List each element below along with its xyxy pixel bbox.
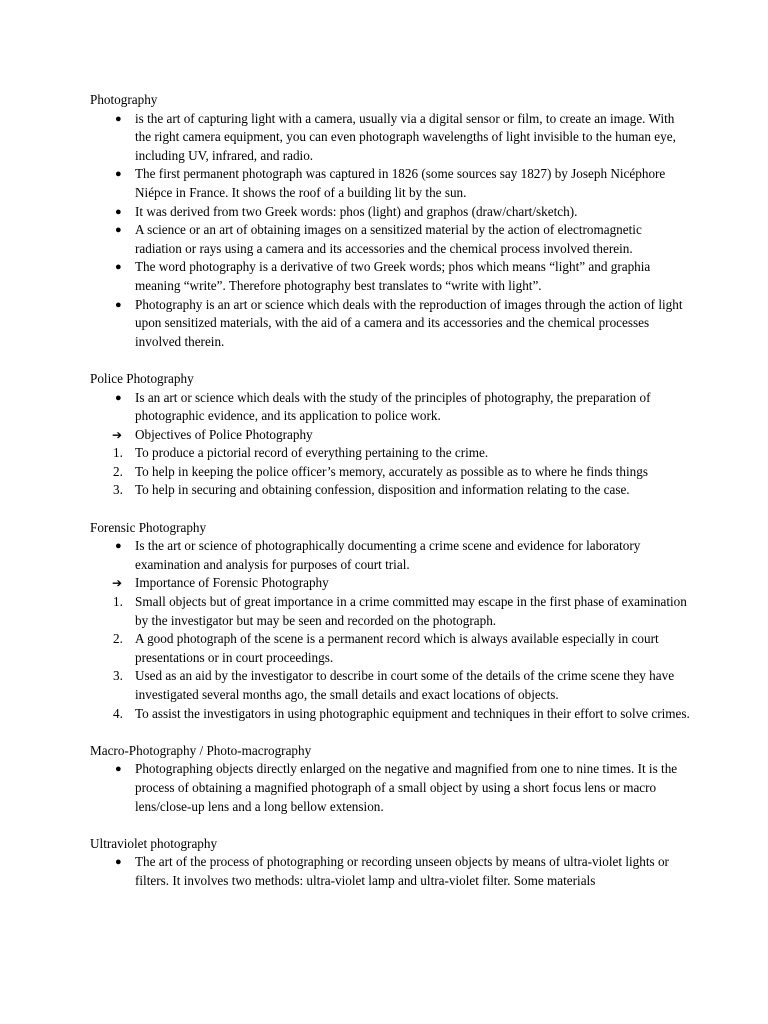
bullet-marker: ●	[115, 261, 122, 274]
list-item	[90, 426, 690, 445]
item-list	[90, 389, 690, 501]
section-heading: Macro-Photography / Photo-macrography	[90, 742, 312, 758]
bullet-marker: ●	[115, 391, 122, 404]
list-item	[90, 574, 690, 593]
number-marker: 2.	[113, 631, 123, 647]
section-macro-photography	[90, 742, 690, 816]
item-list	[90, 760, 690, 816]
item-text: Is the art or science of photographically documenting a crime scene and evidence for laboratory examination and analysis for purposes of court trial.	[135, 538, 641, 572]
section-ultraviolet-photography	[90, 835, 690, 891]
item-text: To assist the investigators in using photographic equipment and techniques in their effort to solve crimes.	[135, 705, 690, 721]
document-body	[90, 91, 690, 891]
list-item	[90, 165, 690, 202]
list-item	[90, 705, 690, 724]
section-police-photography	[90, 370, 690, 500]
list-item	[90, 630, 690, 667]
list-item	[90, 463, 690, 482]
arrow-icon: ➔	[112, 427, 123, 442]
item-text: Importance of Forensic Photography	[135, 575, 329, 591]
item-text: To help in keeping the police officer’s memory, accurately as possible as to where he finds things	[135, 463, 648, 479]
list-item	[90, 203, 690, 222]
item-text: To help in securing and obtaining confession, disposition and information relating to the case.	[135, 482, 630, 498]
item-text: A science or an art of obtaining images on a sensitized material by the action of electromagnetic radiation or rays using a camera and its accessories and the chemical process involved therein.	[135, 222, 642, 256]
list-item	[90, 444, 690, 463]
list-item	[90, 481, 690, 500]
item-text: Photography is an art or science which deals with the reproduction of images through the action of light upon sensitized materials, with the aid of a camera and its accessories and the chemical processes involved therein.	[135, 296, 683, 349]
item-text: The first permanent photograph was captured in 1826 (some sources say 1827) by Joseph Nicéphore Niépce in France. It shows the roof of a building lit by the sun.	[135, 166, 666, 200]
list-item	[90, 667, 690, 704]
list-item	[90, 221, 690, 258]
section-heading: Police Photography	[90, 370, 194, 386]
bullet-marker: ●	[115, 205, 122, 218]
number-marker: 1.	[113, 445, 123, 461]
number-marker: 3.	[113, 668, 123, 684]
item-text: Used as an aid by the investigator to describe in court some of the details of the crime scene they have investigated several months ago, the small details and exact locations of objects.	[135, 668, 675, 702]
bullet-marker: ●	[115, 856, 122, 869]
section-heading: Photography	[90, 92, 158, 107]
list-item	[90, 296, 690, 352]
bullet-marker: ●	[115, 224, 122, 237]
number-marker: 3.	[113, 482, 123, 498]
bullet-marker: ●	[115, 298, 122, 311]
item-list	[90, 853, 690, 890]
item-text: To produce a pictorial record of everything pertaining to the crime.	[135, 445, 489, 461]
list-item	[90, 593, 690, 630]
bullet-marker: ●	[115, 168, 122, 181]
item-list	[90, 537, 690, 723]
item-text: is the art of capturing light with a camera, usually via a digital sensor or film, to create an image. With the right camera equipment, you can even photograph wavelengths of light invisible to the human eye, including UV, infrared, and radio.	[135, 110, 676, 163]
number-marker: 4.	[113, 705, 123, 721]
bullet-marker: ●	[115, 540, 122, 553]
list-item	[90, 760, 690, 816]
item-text: Objectives of Police Photography	[135, 426, 313, 442]
list-item	[90, 537, 690, 574]
arrow-icon: ➔	[112, 576, 123, 591]
list-item	[90, 853, 690, 890]
item-text: The word photography is a derivative of two Greek words; phos which means “light” and graphia meaning “write”. Therefore photography best translates to “write with light”.	[135, 259, 651, 293]
bullet-marker: ●	[115, 112, 122, 125]
number-marker: 1.	[113, 594, 123, 610]
list-item	[90, 258, 690, 295]
item-text: A good photograph of the scene is a permanent record which is always available especially in court presentations or in court proceedings.	[135, 631, 659, 665]
section-photography	[90, 91, 690, 351]
list-item	[90, 110, 690, 166]
section-heading: Forensic Photography	[90, 519, 207, 535]
item-text: The art of the process of photographing or recording unseen objects by means of ultra-violet lights or filters. It involves two methods: ultra-violet lamp and ultra-violet filter. Some materials	[135, 854, 669, 888]
item-text: Photographing objects directly enlarged on the negative and magnified from one to nine times. It is the process of obtaining a magnified photograph of a small object by using a short focus lens or macro lens/close-up lens and a long bellow extension.	[135, 761, 678, 814]
item-text: Is an art or science which deals with the study of the principles of photography, the preparation of photographic evidence, and its application to police work.	[135, 389, 651, 424]
item-text: It was derived from two Greek words: phos (light) and graphos (draw/chart/sketch).	[135, 203, 578, 219]
list-item	[90, 389, 690, 426]
item-text: Small objects but of great importance in a crime committed may escape in the first phase of examination by the investigator but may be seen and recorded on the photograph.	[135, 594, 687, 628]
number-marker: 2.	[113, 463, 123, 479]
item-list	[90, 110, 690, 352]
bullet-marker: ●	[115, 763, 122, 776]
section-heading: Ultraviolet photography	[90, 835, 218, 851]
section-forensic-photography	[90, 519, 690, 724]
